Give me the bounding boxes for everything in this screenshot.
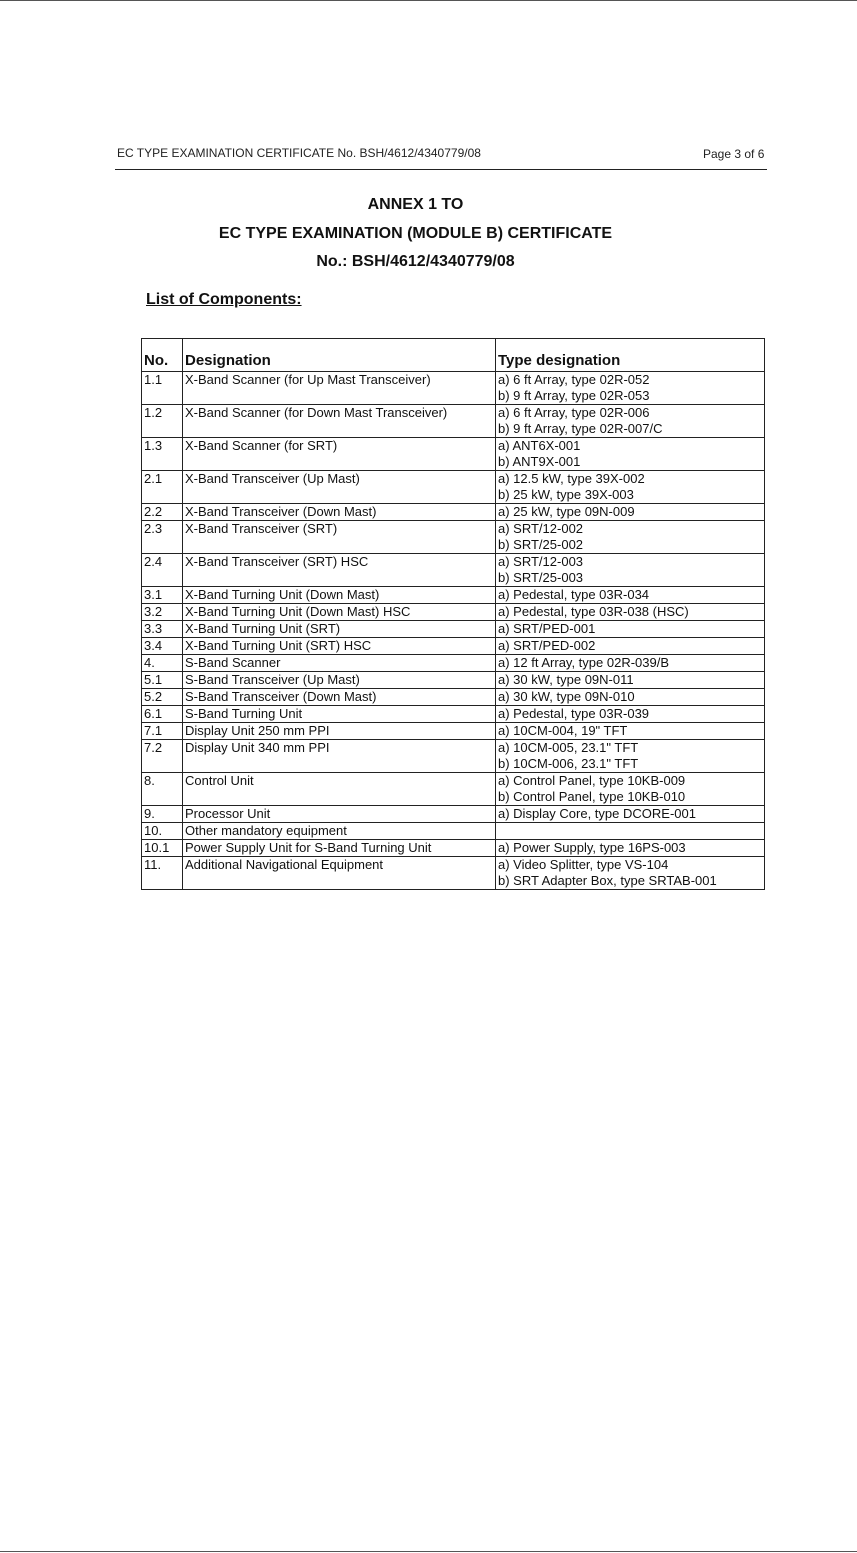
row-type-designation [496,672,765,689]
row-number: 2.4 [142,554,183,587]
certificate-number: No.: BSH/4612/4340779/08 [316,253,515,270]
row-number: 2.1 [142,471,183,504]
column-header-designation: Designation [183,339,496,372]
row-designation: S-Band Scanner [183,655,496,672]
row-number: 11. [142,857,183,890]
row-designation: Additional Navigational Equipment [183,857,496,890]
row-type-designation [496,723,765,740]
table-row [142,723,765,740]
table-row [142,773,765,806]
list-heading: List of Components: [146,291,302,308]
type-designation-line: a) 10CM-004, 19" TFT [498,723,628,738]
row-designation: Control Unit [183,773,496,806]
row-number: 4. [142,655,183,672]
row-designation: X-Band Turning Unit (SRT) HSC [183,638,496,655]
table-row [142,521,765,554]
table-row [142,655,765,672]
row-designation: Display Unit 340 mm PPI [183,740,496,773]
row-designation: X-Band Turning Unit (Down Mast) HSC [183,604,496,621]
row-type-designation [496,840,765,857]
row-type-designation [496,372,765,405]
header-divider [115,169,767,170]
type-designation-line: a) 30 kW, type 09N-010 [498,689,635,704]
table-row [142,638,765,655]
row-designation: S-Band Transceiver (Down Mast) [183,689,496,706]
row-designation: Power Supply Unit for S-Band Turning Unit [183,840,496,857]
row-designation: X-Band Scanner (for Up Mast Transceiver) [183,372,496,405]
row-type-designation [496,621,765,638]
row-number: 3.3 [142,621,183,638]
row-designation: S-Band Transceiver (Up Mast) [183,672,496,689]
type-designation-line: b) ANT9X-001 [498,454,581,469]
row-designation: X-Band Scanner (for Down Mast Transceiver) [183,405,496,438]
type-designation-line: a) Pedestal, type 03R-039 [498,706,650,721]
table-row [142,672,765,689]
type-designation-line: a) Display Core, type DCORE-001 [498,806,696,821]
type-designation-line: b) 9 ft Array, type 02R-053 [498,388,650,403]
row-number: 8. [142,773,183,806]
type-designation-line: b) SRT/25-002 [498,537,584,552]
type-designation-line: a) SRT/PED-002 [498,638,596,653]
table-row [142,587,765,604]
row-number: 10. [142,823,183,840]
table-row [142,621,765,638]
type-designation-line: a) Power Supply, type 16PS-003 [498,840,686,855]
type-designation-line: a) 25 kW, type 09N-009 [498,504,635,519]
row-designation: Display Unit 250 mm PPI [183,723,496,740]
column-header-type: Type designation [496,339,765,372]
row-type-designation [496,604,765,621]
table-row [142,471,765,504]
table-row [142,604,765,621]
type-designation-line: a) Pedestal, type 03R-034 [498,587,650,602]
table-row [142,372,765,405]
type-designation-line: b) SRT Adapter Box, type SRTAB-001 [498,873,717,888]
row-number: 2.3 [142,521,183,554]
table-row [142,706,765,723]
type-designation-line: a) SRT/12-003 [498,554,584,569]
row-designation: Other mandatory equipment [183,823,496,840]
table-row [142,740,765,773]
table-row [142,504,765,521]
scan-edge-bottom [0,1551,857,1552]
row-designation: X-Band Scanner (for SRT) [183,438,496,471]
row-number: 7.2 [142,740,183,773]
type-designation-line: a) 10CM-005, 23.1" TFT [498,740,639,755]
type-designation-line: b) 9 ft Array, type 02R-007/C [498,421,663,436]
table-row [142,857,765,890]
row-type-designation [496,823,765,840]
row-number: 5.1 [142,672,183,689]
table-row [142,438,765,471]
row-designation: X-Band Turning Unit (Down Mast) [183,587,496,604]
row-type-designation [496,504,765,521]
type-designation-line: a) Video Splitter, type VS-104 [498,857,669,872]
row-designation: S-Band Turning Unit [183,706,496,723]
row-type-designation [496,405,765,438]
annex-title: ANNEX 1 TO [367,196,464,213]
row-type-designation [496,471,765,504]
certificate-reference: EC TYPE EXAMINATION CERTIFICATE No. BSH/4612/4340779/08 [117,146,481,160]
type-designation-line: b) 10CM-006, 23.1" TFT [498,756,639,771]
row-designation: X-Band Transceiver (SRT) [183,521,496,554]
row-number: 3.1 [142,587,183,604]
row-number: 10.1 [142,840,183,857]
type-designation-line: a) 6 ft Array, type 02R-006 [498,405,650,420]
table-row [142,823,765,840]
row-type-designation [496,521,765,554]
column-header-no: No. [142,339,183,372]
type-designation-line: a) SRT/12-002 [498,521,584,536]
row-designation: X-Band Transceiver (Down Mast) [183,504,496,521]
row-type-designation [496,857,765,890]
type-designation-line: b) 25 kW, type 39X-003 [498,487,634,502]
row-type-designation [496,806,765,823]
type-designation-line: a) SRT/PED-001 [498,621,596,636]
row-type-designation [496,689,765,706]
page-number: Page 3 of 6 [703,147,765,161]
row-number: 3.2 [142,604,183,621]
type-designation-line: a) 12.5 kW, type 39X-002 [498,471,645,486]
row-type-designation [496,638,765,655]
type-designation-line: b) Control Panel, type 10KB-010 [498,789,686,804]
type-designation-line: a) 30 kW, type 09N-011 [498,672,634,687]
type-designation-line: a) 12 ft Array, type 02R-039/B [498,655,670,670]
type-designation-line: a) 6 ft Array, type 02R-052 [498,372,650,387]
table-row [142,840,765,857]
row-designation: X-Band Transceiver (Up Mast) [183,471,496,504]
row-designation: Processor Unit [183,806,496,823]
table-body [142,372,765,890]
row-number: 2.2 [142,504,183,521]
components-table [141,338,765,890]
row-designation: X-Band Turning Unit (SRT) [183,621,496,638]
row-type-designation [496,706,765,723]
row-number: 1.3 [142,438,183,471]
table-row [142,405,765,438]
row-designation: X-Band Transceiver (SRT) HSC [183,554,496,587]
row-type-designation [496,587,765,604]
table-row [142,806,765,823]
type-designation-line: a) Control Panel, type 10KB-009 [498,773,686,788]
table-header-row [142,339,765,372]
row-number: 5.2 [142,689,183,706]
scan-edge-top [0,0,857,1]
type-designation-line: a) ANT6X-001 [498,438,581,453]
table-row [142,689,765,706]
row-type-designation [496,740,765,773]
row-number: 3.4 [142,638,183,655]
row-number: 1.2 [142,405,183,438]
row-number: 6.1 [142,706,183,723]
table-row [142,554,765,587]
type-designation-line: a) Pedestal, type 03R-038 (HSC) [498,604,689,619]
certificate-title: EC TYPE EXAMINATION (MODULE B) CERTIFICATE [218,225,613,242]
row-number: 1.1 [142,372,183,405]
row-number: 7.1 [142,723,183,740]
type-designation-line: b) SRT/25-003 [498,570,584,585]
row-type-designation [496,773,765,806]
row-number: 9. [142,806,183,823]
row-type-designation [496,438,765,471]
row-type-designation [496,655,765,672]
row-type-designation [496,554,765,587]
